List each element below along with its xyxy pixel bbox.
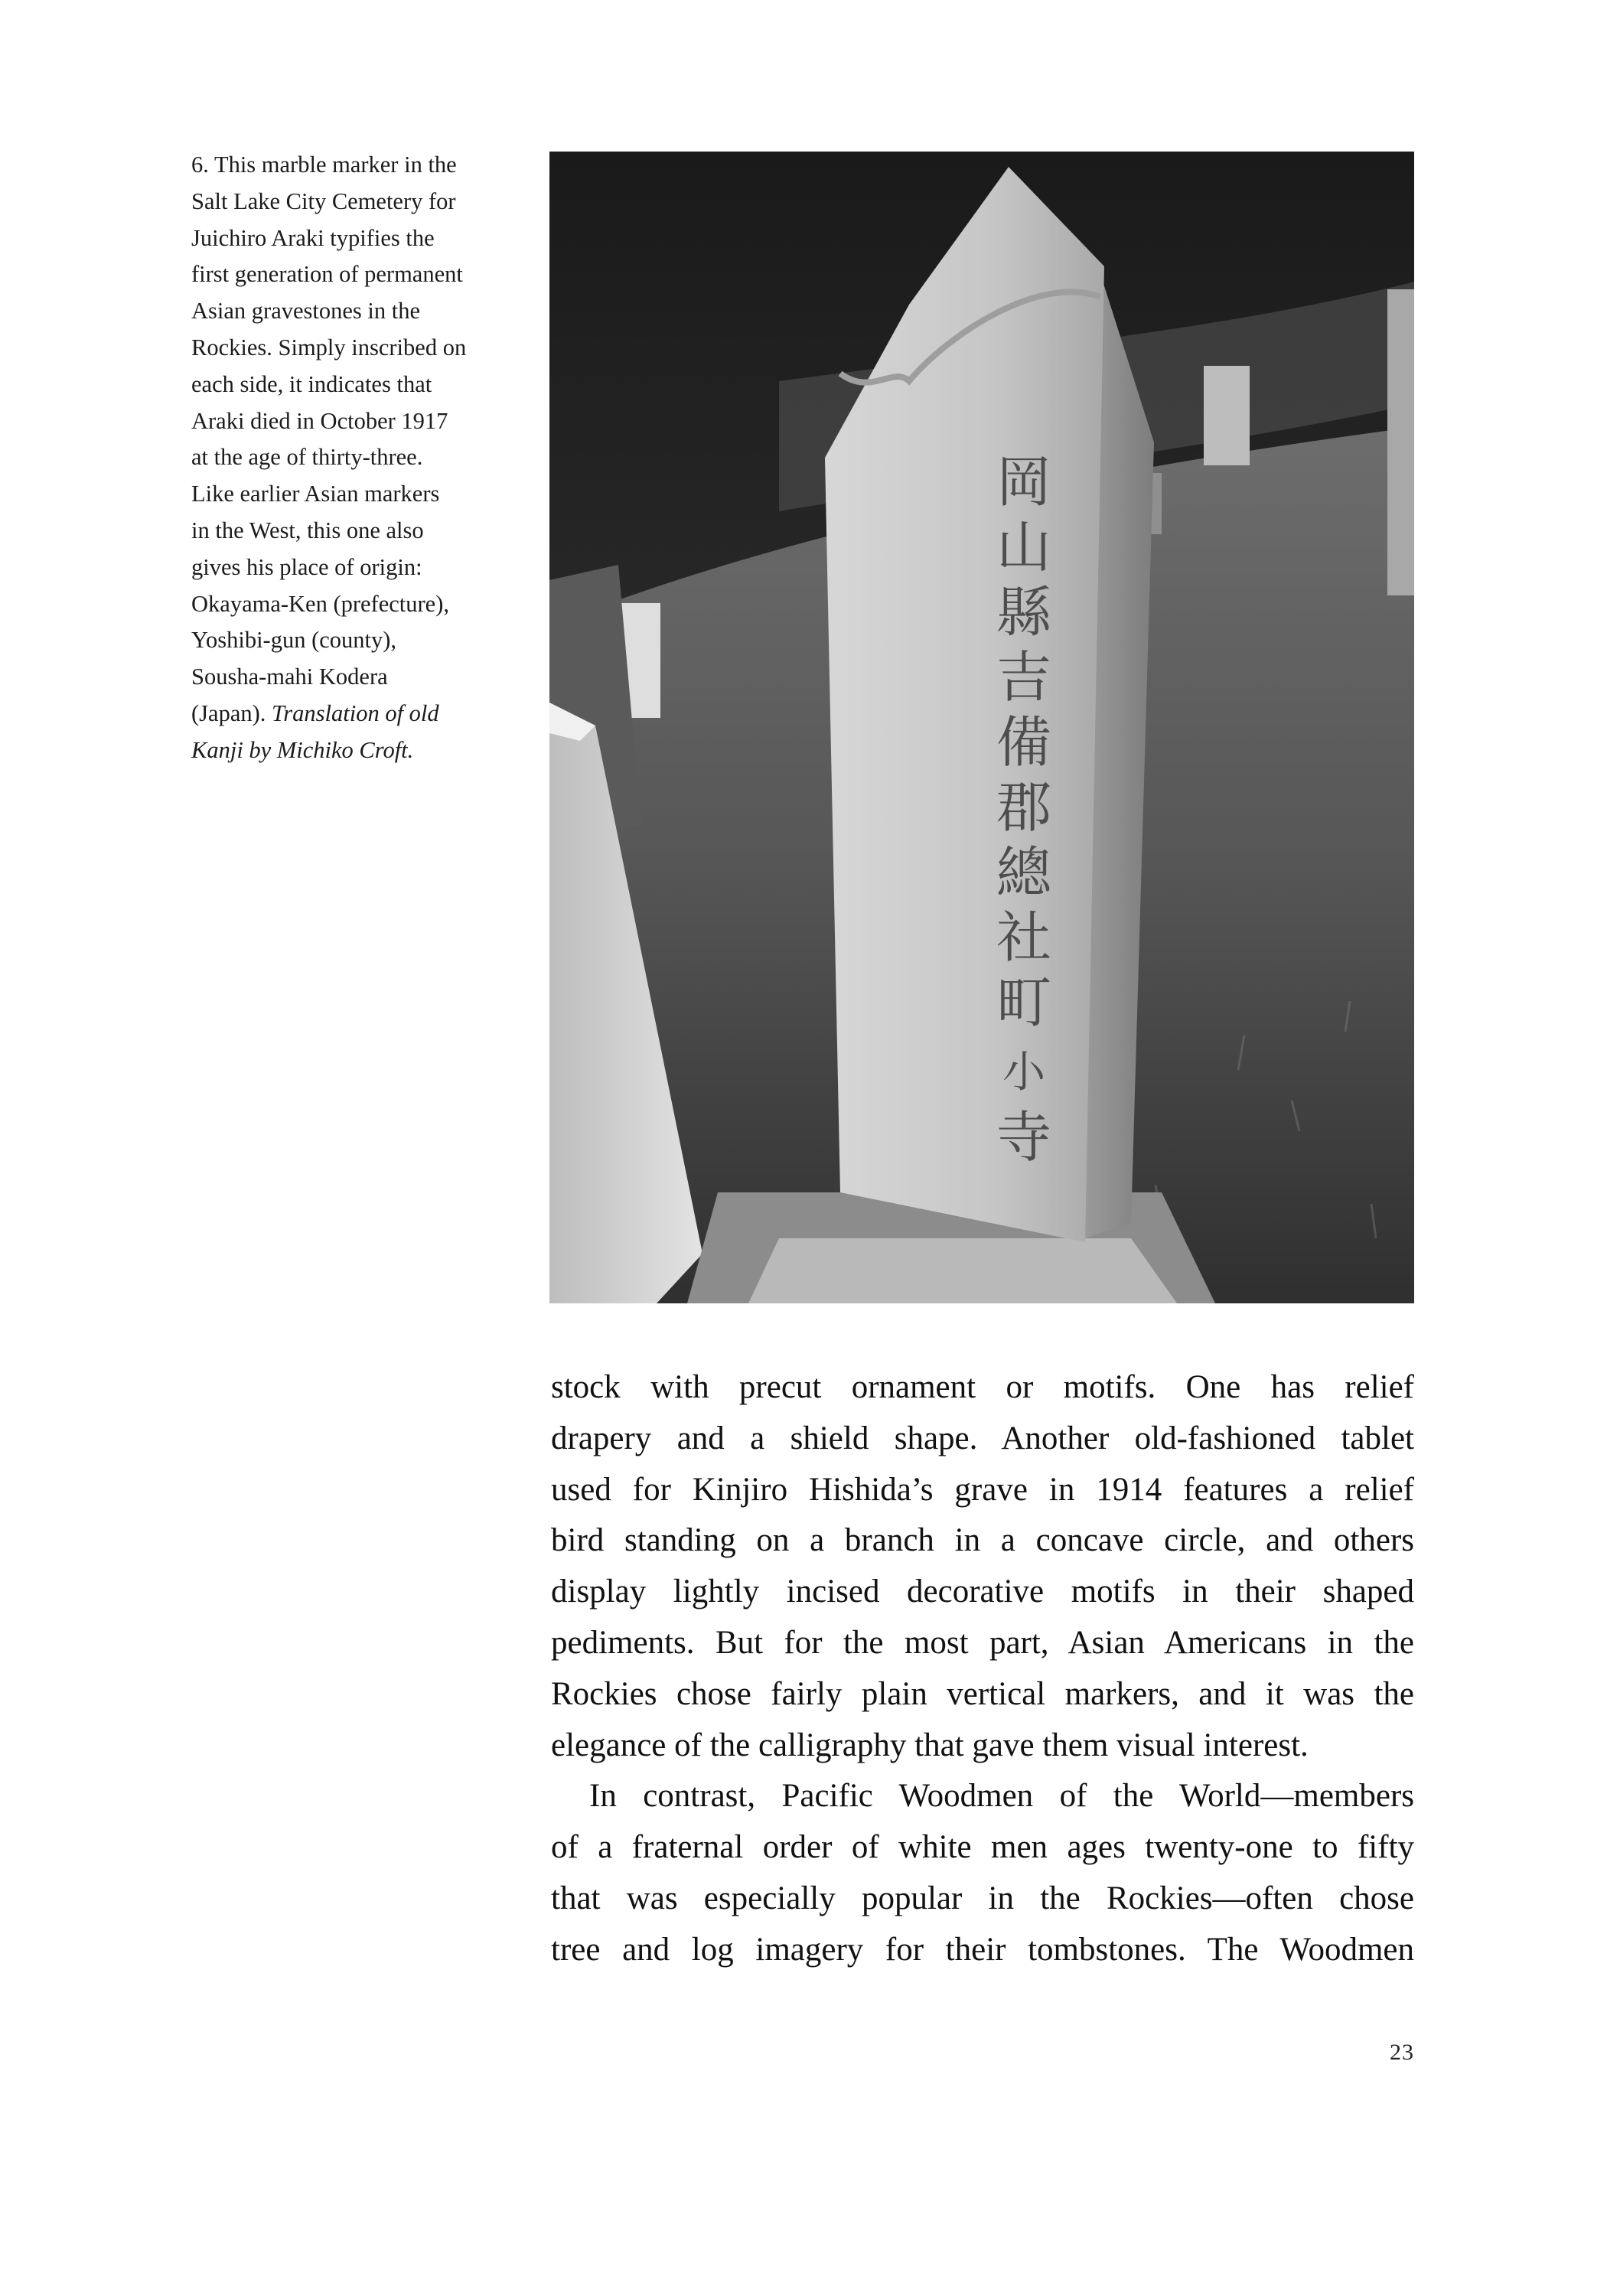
inscription-character: 郡: [996, 775, 1051, 840]
caption-line: in the West, this one also: [191, 517, 424, 543]
caption-line: Okayama-Ken (prefecture),: [191, 590, 449, 617]
inscription-character: 山: [996, 515, 1051, 579]
text-line: used for Kinjiro Hishida’s grave in 1914 features a relief: [551, 1471, 1414, 1508]
text-line: stock with precut ornament or motifs. One has relief: [551, 1369, 1414, 1405]
gravestone-inscription: [982, 450, 1066, 1170]
text-line: Rockies chose fairly plain vertical markers, and it was the: [551, 1675, 1414, 1712]
body-text: [551, 1362, 1414, 1976]
caption-line: Salt Lake City Cemetery for: [191, 188, 456, 214]
page-number: 23: [1390, 2040, 1414, 2065]
text-line: In contrast, Pacific Woodmen of the World—members: [589, 1778, 1414, 1815]
inscription-character: 吉: [996, 645, 1051, 709]
caption-line: first generation of permanent: [191, 261, 463, 288]
text-line: pediments. But for the most part, Asian Americans in the: [551, 1624, 1414, 1661]
caption-line: Like earlier Asian markers: [191, 481, 440, 507]
caption-line: at the age of thirty-three.: [191, 444, 423, 471]
inscription-character: 寺: [996, 1105, 1051, 1169]
caption-line: Sousha-mahi Kodera: [191, 664, 388, 690]
text-line: of a fraternal order of white men ages twenty-one to fifty: [551, 1829, 1414, 1866]
figure-caption: [191, 147, 528, 769]
caption-line: gives his place of origin:: [191, 553, 422, 580]
inscription-character: 社: [996, 905, 1051, 970]
text-line: that was especially popular in the Rockies—often chose: [551, 1880, 1414, 1916]
paragraph: [551, 1362, 1414, 1771]
caption-line: Juichiro Araki typifies the: [191, 224, 435, 251]
inscription-character: 縣: [996, 580, 1051, 644]
caption-plain-text: (Japan).: [191, 700, 272, 726]
caption-line: each side, it indicates that: [191, 370, 432, 397]
inscription-character: 町: [996, 970, 1051, 1035]
inscription-character: 岡: [996, 450, 1051, 514]
paragraph: [551, 1771, 1414, 1975]
text-line: tree and log imagery for their tombstones. The Woodmen: [551, 1931, 1414, 1968]
gravestone-photograph: [549, 152, 1414, 1303]
text-line: bird standing on a branch in a concave circle, and others: [551, 1522, 1414, 1559]
caption-credit-italic: Kanji by Michiko Croft.: [191, 736, 414, 763]
caption-line: 6. This marble marker in the: [191, 152, 457, 178]
inscription-character: 備: [996, 710, 1051, 775]
caption-line: Asian gravestones in the: [191, 298, 420, 325]
caption-line: Yoshibi-gun (county),: [191, 627, 397, 654]
caption-credit-italic: Translation of old: [272, 700, 439, 726]
caption-line: [191, 696, 528, 732]
inscription-character: 小: [1002, 1048, 1045, 1097]
caption-line: Rockies. Simply inscribed on: [191, 334, 467, 360]
text-line: display lightly incised decorative motifs in their shaped: [551, 1574, 1414, 1610]
inscription-character: 總: [996, 840, 1051, 905]
caption-line: [191, 732, 528, 769]
text-line: elegance of the calligraphy that gave them visual interest.: [551, 1727, 1309, 1763]
text-line: drapery and a shield shape. Another old-fashioned tablet: [551, 1420, 1414, 1456]
caption-line: Araki died in October 1917: [191, 407, 448, 434]
